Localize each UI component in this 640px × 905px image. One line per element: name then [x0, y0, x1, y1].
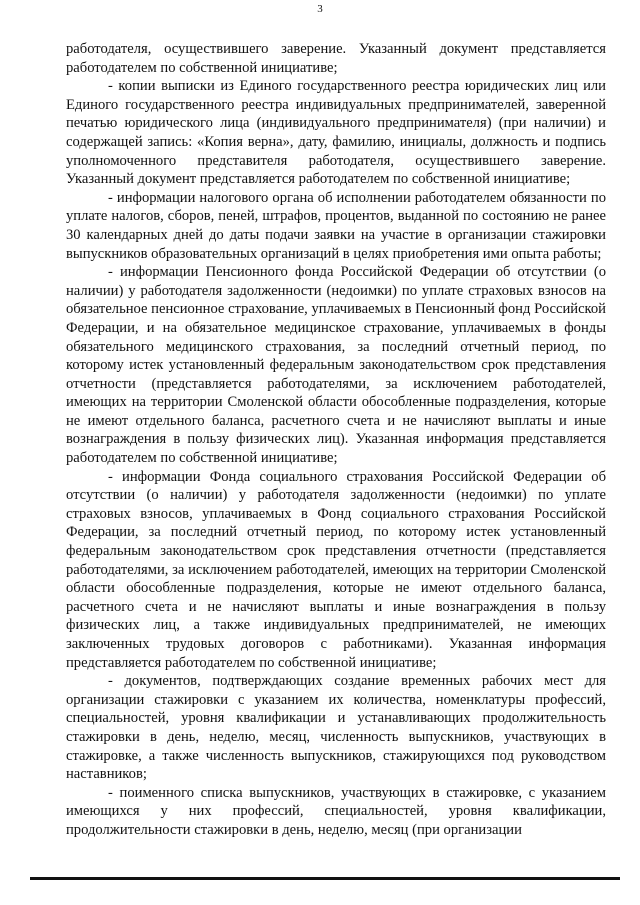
paragraph: работодателя, осуществившего заверение. Указанный документ представляется работодателем по собственной инициативе; [66, 41, 606, 76]
paragraph: - информации налогового органа об исполнении работодателем обязанности по уплате налогов, сборов, пеней, штрафов, процентов, выданной по состоянию не ранее 30 календарных дней до даты подачи заявки на участие в организации стажировки выпускников образовательных организаций в целях приобретения ими опыта работы; [66, 189, 606, 262]
page-number: 3 [317, 3, 323, 15]
paragraph: - копии выписки из Единого государственного реестра юридических лиц или Единого государственного реестра индивидуальных предпринимателей, заверенной печатью юридического лица (индивидуального предпринимателя) (при наличии) и содержащей запись: «Копия верна», дату, фамилию, инициалы, должность и подпись уполномоченного представителя работодателя, осуществившего заверение. Указанный документ представляется работодателем по собственной инициативе; [66, 78, 606, 188]
paragraph: - информации Пенсионного фонда Российской Федерации об отсутствии (о наличии) у работодателя задолженности (недоимки) по уплате страховых взносов на обязательное пенсионное страхование, уплачиваемых в Пенсионный фонд Российской Федерации, и на обязательное медицинское страхование, уплачиваемых в фонды обязательного медицинского страхования, за последний отчетный период, по которому истек установленный федеральным законодательством срок представления отчетности (представляется работодателями, за исключением работодателей, имеющих на территории Смоленской области обособленные подразделения, которые не имеют отдельного баланса, расчетного счета и не начисляют выплаты и иные вознаграждения в пользу физических лиц). Указанная информация представляется работодателем по собственной инициативе; [66, 264, 606, 467]
page-bottom-rule [30, 877, 620, 880]
document-body [66, 40, 606, 840]
paragraph: - информации Фонда социального страхования Российской Федерации об отсутствии (о наличии) у работодателя задолженности (недоимки) по уплате страховых взносов, уплачиваемых в Фонд социального страхования Российской Федерации, за последний отчетный период, по которому истек установленный федеральным законодательством срок представления отчетности (представляется работодателями, за исключением работодателей, имеющих на территории Смоленской области обособленные подразделения, которые не имеют отдельного баланса, расчетного счета и не начисляют выплаты и иные вознаграждения в пользу физических лиц, а также индивидуальных предпринимателей, не имеющих заключенных трудовых договоров с работниками). Указанная информация представляется работодателем по собственной инициативе; [66, 468, 606, 671]
paragraph: - поименного списка выпускников, участвующих в стажировке, с указанием имеющихся у них профессий, специальностей, уровня квалификации, продолжительности стажировки в день, неделю, месяц (при организации [66, 784, 606, 838]
paragraph: - документов, подтверждающих создание временных рабочих мест для организации стажировки с указанием их количества, номенклатуры профессий, специальностей, уровня квалификации и устанавливающих продолжительность стажировки в день, неделю, месяц, численность выпускников, участвующих в стажировке, а также численность выпускников, стажирующихся под руководством наставников; [66, 673, 606, 783]
